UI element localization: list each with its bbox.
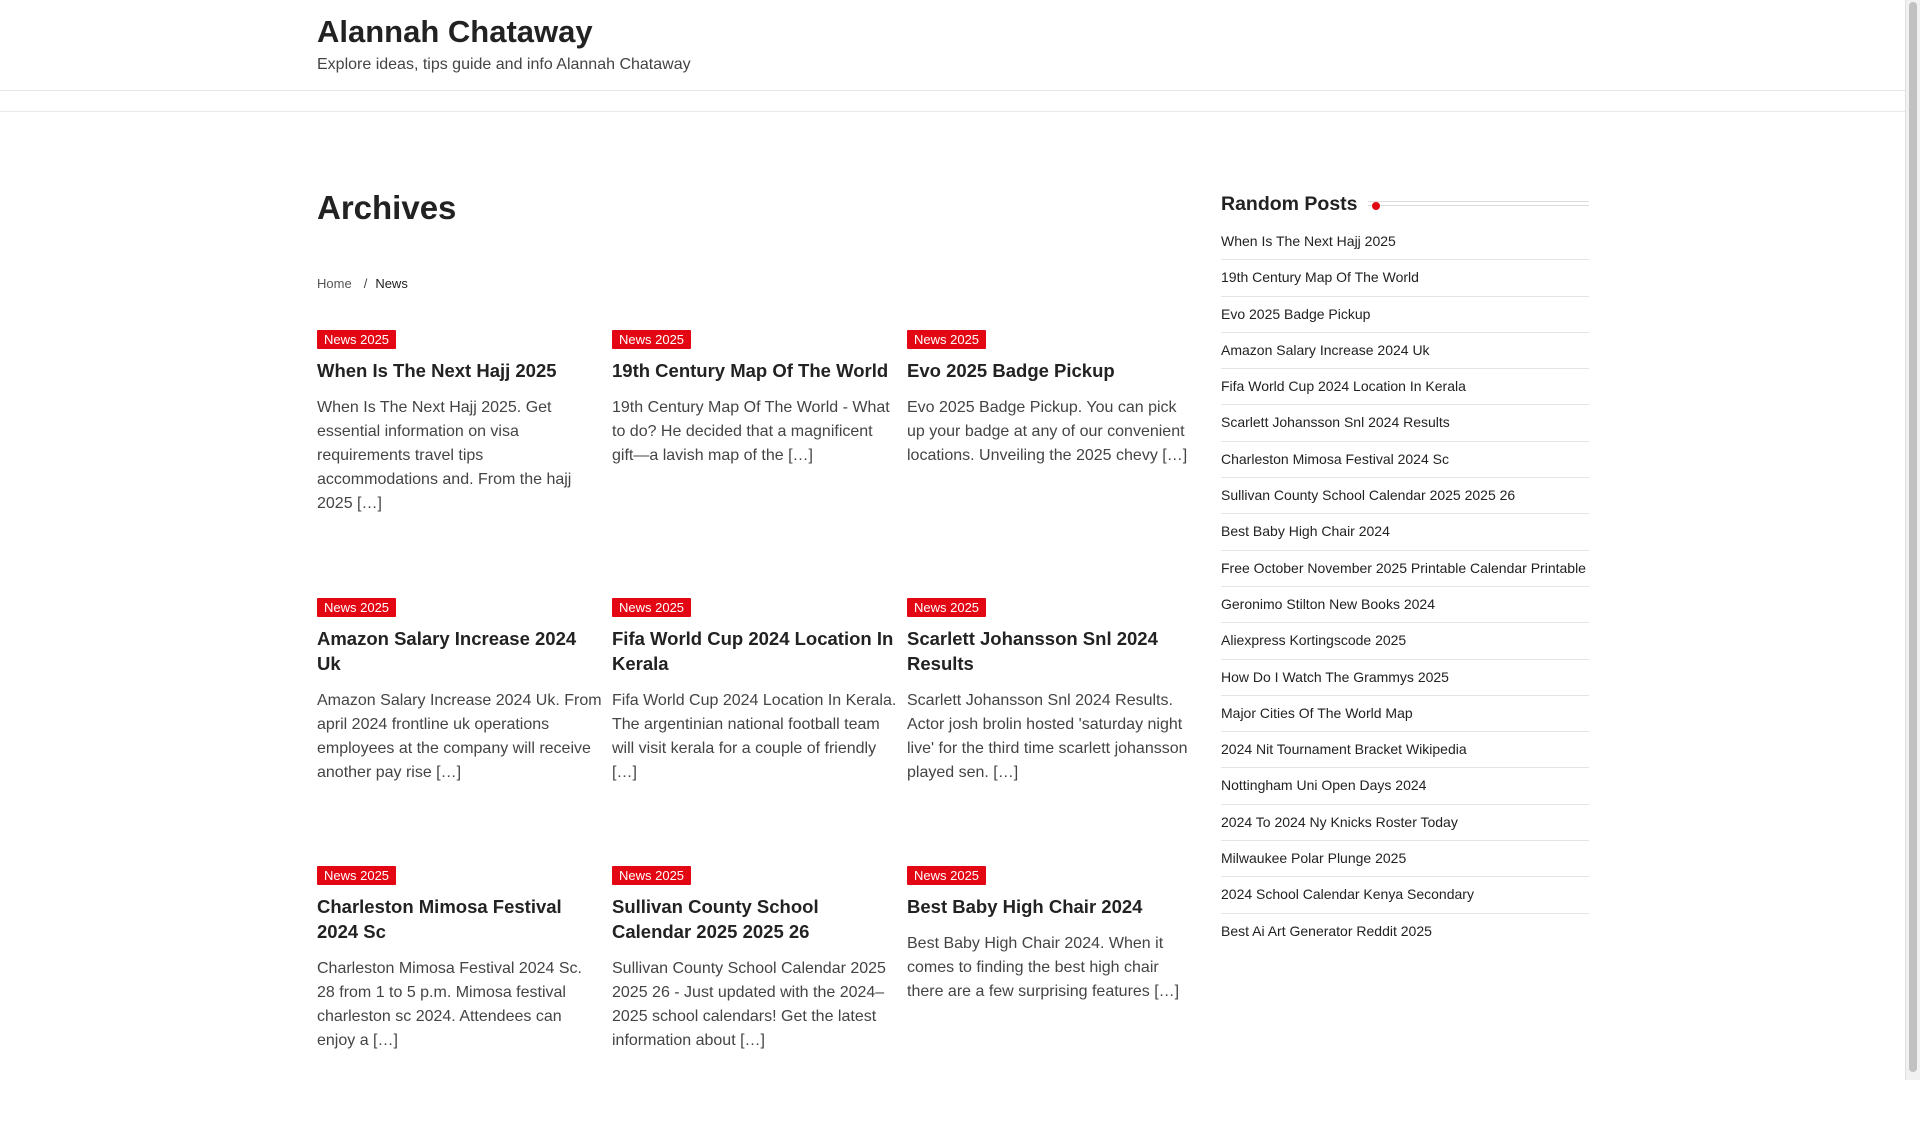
post-card (907, 598, 1193, 866)
post-excerpt: Fifa World Cup 2024 Location In Kerala. The argentinian national football team will visit kerala for a couple of friendly […] (612, 692, 897, 781)
widget-dot-icon (1372, 202, 1380, 210)
post-title-link[interactable]: Scarlett Johansson Snl 2024 Results (907, 628, 1158, 674)
random-post-link[interactable]: Free October November 2025 Printable Calendar Printable (1221, 551, 1589, 587)
random-posts-widget-header (1221, 190, 1589, 218)
site-description: Explore ideas, tips guide and info Alannah Chataway (317, 56, 691, 73)
post-grid (317, 330, 1187, 1134)
post-title-link[interactable]: Best Baby High Chair 2024 (907, 896, 1143, 917)
random-post-link[interactable]: Nottingham Uni Open Days 2024 (1221, 768, 1589, 804)
post-card (612, 866, 898, 1134)
navigation-bar (0, 90, 1906, 112)
post-excerpt: Charleston Mimosa Festival 2024 Sc. 28 from 1 to 5 p.m. Mimosa festival charleston sc 2024. Attendees can enjoy a […] (317, 960, 582, 1049)
post-title-link[interactable]: Sullivan County School Calendar 2025 2025 26 (612, 896, 819, 942)
post-card (907, 866, 1193, 1134)
page-title: Archives (317, 189, 457, 226)
random-post-link[interactable]: Sullivan County School Calendar 2025 2025 26 (1221, 478, 1589, 514)
post-card (612, 330, 898, 598)
category-badge[interactable]: News 2025 (317, 598, 396, 617)
random-post-link[interactable]: Fifa World Cup 2024 Location In Kerala (1221, 369, 1589, 405)
post-card (317, 598, 603, 866)
random-post-link[interactable]: Best Baby High Chair 2024 (1221, 514, 1589, 550)
category-badge[interactable]: News 2025 (317, 866, 396, 885)
breadcrumb-home-link[interactable]: Home (317, 276, 352, 291)
category-badge[interactable]: News 2025 (907, 866, 986, 885)
widget-title: Random Posts (1221, 190, 1368, 218)
post-excerpt: Amazon Salary Increase 2024 Uk. From april 2024 frontline uk operations employees at the company will receive another pay rise […] (317, 692, 602, 781)
random-post-link[interactable]: 2024 Nit Tournament Bracket Wikipedia (1221, 732, 1589, 768)
post-excerpt: When Is The Next Hajj 2025. Get essential information on visa requirements travel tips accommodations and. From the hajj 2025 […] (317, 399, 572, 512)
random-post-link[interactable]: How Do I Watch The Grammys 2025 (1221, 660, 1589, 696)
category-badge[interactable]: News 2025 (612, 330, 691, 349)
post-title-link[interactable]: Charleston Mimosa Festival 2024 Sc (317, 896, 562, 942)
random-post-link[interactable]: Geronimo Stilton New Books 2024 (1221, 587, 1589, 623)
site-title[interactable]: Alannah Chataway (317, 14, 593, 49)
breadcrumb-separator: / (363, 276, 368, 291)
category-badge[interactable]: News 2025 (907, 330, 986, 349)
post-card (907, 330, 1193, 598)
scrollbar-thumb[interactable] (1909, 2, 1917, 1072)
post-title-link[interactable]: Amazon Salary Increase 2024 Uk (317, 628, 577, 674)
post-card (612, 598, 898, 866)
random-post-link[interactable]: Amazon Salary Increase 2024 Uk (1221, 333, 1589, 369)
post-excerpt: 19th Century Map Of The World - What to do? He decided that a magnificent gift—a lavish map of the […] (612, 399, 890, 464)
sidebar (1221, 190, 1589, 949)
post-card (317, 330, 603, 598)
post-excerpt: Best Baby High Chair 2024. When it comes to finding the best high chair there are a few surprising features […] (907, 935, 1180, 1000)
random-post-link[interactable]: Best Ai Art Generator Reddit 2025 (1221, 922, 1432, 939)
post-title-link[interactable]: When Is The Next Hajj 2025 (317, 360, 557, 381)
category-badge[interactable]: News 2025 (612, 866, 691, 885)
category-badge[interactable]: News 2025 (612, 598, 691, 617)
random-post-link[interactable]: 2024 To 2024 Ny Knicks Roster Today (1221, 805, 1589, 841)
post-excerpt: Evo 2025 Badge Pickup. You can pick up your badge at any of our convenient locations. Unveiling the 2025 chevy […] (907, 399, 1188, 464)
post-card (317, 866, 603, 1134)
post-excerpt: Sullivan County School Calendar 2025 2025 26 - Just updated with the 2024–2025 school calendars! Get the latest information about […] (612, 960, 886, 1049)
random-post-link[interactable]: Evo 2025 Badge Pickup (1221, 297, 1589, 333)
random-posts-list (1221, 224, 1589, 949)
post-title-link[interactable]: Evo 2025 Badge Pickup (907, 360, 1115, 381)
category-badge[interactable]: News 2025 (907, 598, 986, 617)
random-post-link[interactable]: Major Cities Of The World Map (1221, 696, 1589, 732)
random-post-link[interactable]: Aliexpress Kortingscode 2025 (1221, 623, 1589, 659)
random-post-link[interactable]: Milwaukee Polar Plunge 2025 (1221, 841, 1589, 877)
random-post-link[interactable]: Charleston Mimosa Festival 2024 Sc (1221, 442, 1589, 478)
post-title-link[interactable]: 19th Century Map Of The World (612, 360, 889, 381)
post-excerpt: Scarlett Johansson Snl 2024 Results. Actor josh brolin hosted 'saturday night live' for the third time scarlett johansson played sen. […] (907, 692, 1188, 781)
random-post-link[interactable]: When Is The Next Hajj 2025 (1221, 224, 1589, 260)
site-header (0, 0, 1906, 91)
post-title-link[interactable]: Fifa World Cup 2024 Location In Kerala (612, 628, 894, 674)
breadcrumb-current: News (375, 276, 408, 291)
random-post-link[interactable]: 19th Century Map Of The World (1221, 260, 1589, 296)
category-badge[interactable]: News 2025 (317, 330, 396, 349)
breadcrumb (317, 274, 408, 294)
vertical-scrollbar[interactable] (1905, 0, 1920, 1080)
random-post-link[interactable]: Scarlett Johansson Snl 2024 Results (1221, 405, 1589, 441)
random-post-link[interactable]: 2024 School Calendar Kenya Secondary (1221, 877, 1589, 913)
